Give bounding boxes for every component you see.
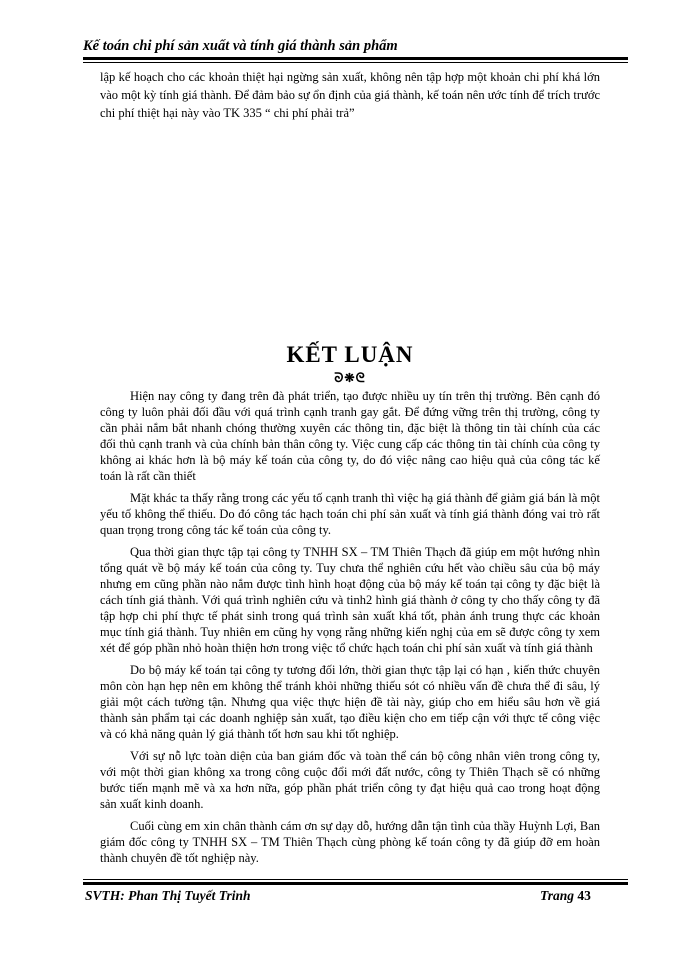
body-paragraph-3: Qua thời gian thực tập tại công ty TNHH SX – TM Thiên Thạch đã giúp em một hướng nhìn tổng quát về bộ máy kế toán của công ty. Tuy chưa thể nghiên cứu hết vào chiều sâu của bộ máy nhưng em cũng phần nào nắm được tình hình hoạt động của bộ máy kế toán tại công ty đặc biệt là cách tính giá thành. Với quá trình nghiên cứu và tinh2 hình giá thành ở công ty cho thấy công ty đã tập hợp chi phí thực tế phát sinh trong quá trình sản xuất khá tốt, phản ánh trung thực các khoản mục tính giá thành. Tuy nhiên em cũng hy vọng rằng những kiến nghị của em sẽ được công ty xem xét để góp phần nhỏ hoàn thiện hơn trong việc tổ chức hạch toán chi phí sản xuất và tính giá thành	[100, 545, 600, 655]
section-body	[100, 388, 600, 872]
ornament-icon: ᘐ❋ᘓ	[334, 370, 366, 385]
footer-page	[540, 888, 591, 904]
body-paragraph-5: Với sự nỗ lực toàn diện của ban giám đốc và toàn thể cán bộ công nhân viên trong công ty, với một thời gian không xa trong công cuộc đổi mới đất nước, công ty Thiên Thạch sẽ có những bước tiến mạnh mẽ và xa hơn nữa, góp phần phát triển công ty đạt hiệu quả cao trong hoạt động sản xuất kinh doanh.	[100, 749, 600, 811]
section-title: KẾT LUẬN	[286, 342, 414, 367]
page-number: 43	[577, 888, 591, 903]
page-label: Trang	[540, 888, 575, 903]
intro-paragraph: lập kế hoạch cho các khoản thiệt hại ngừng sản xuất, không nên tập hợp một khoản chi phí khá lớn vào một kỳ tính giá thành. Để đảm bảo sự ổn định của giá thành, kế toán nên ước tính để trích trước chi phí thiệt hại này vào TK 335 “ chi phí phải trả”	[100, 70, 600, 120]
body-paragraph-6: Cuối cùng em xin chân thành cám ơn sự dạy dỗ, hướng dẫn tận tình của thầy Huỳnh Lợi, Ban giám đốc công ty TNHH SX – TM Thiên Thạch cùng phòng kế toán công ty đã giúp đỡ em hoàn thành chuyên đề tốt nghiệp này.	[100, 819, 600, 865]
footer-author: SVTH: Phan Thị Tuyết Trinh	[85, 888, 251, 903]
body-paragraph-1: Hiện nay công ty đang trên đà phát triển, tạo được nhiều uy tín trên thị trường. Bên cạnh đó công ty luôn phải đối đầu với quá trình cạnh tranh gay gắt. Để đứng vững trên thị trường, công ty cần phải nắm bắt nhanh chóng thường xuyên các thông tin, đặc biệt là thông tin tài chính của các đối thủ cạnh tranh và của chính bản thân công ty. Việc cung cấp các thông tin tài chính của công ty không ai khác hơn là bộ máy kế toán của công ty, do đó việc nâng cao hiệu quả của công tác kế toán là rất cần thiết	[100, 389, 600, 483]
running-header: Kế toán chi phí sản xuất và tính giá thành sản phẩm	[83, 38, 398, 54]
body-paragraph-4: Do bộ máy kế toán tại công ty tương đối lớn, thời gian thực tập lại có hạn , kiến thức chuyên môn còn hạn hẹp nên em không thể tránh khỏi những thiếu sót có nhiều vấn đề chưa thể đi sâu, lý giải một cách tường tận. Nhưng qua việc thực hiện đề tài này, giúp cho em hiểu sâu hơn về giá thành sản phẩm tại các doanh nghiệp sản xuất, tạo điều kiện cho em tiếp cận với thực tế công việc và có khả năng quản lý giá thành tốt hơn sau khi tốt nghiệp.	[100, 663, 600, 741]
footer-rule	[83, 879, 628, 885]
header-rule	[83, 57, 628, 63]
body-paragraph-2: Mặt khác ta thấy rằng trong các yếu tố cạnh tranh thì việc hạ giá thành để giảm giá bán là một yếu tố không thể thiếu. Do đó công tác hạch toán chi phí sản xuất và tính giá thành đóng vai trò rất quan trọng trong công tác kế toán của công ty.	[100, 491, 600, 537]
